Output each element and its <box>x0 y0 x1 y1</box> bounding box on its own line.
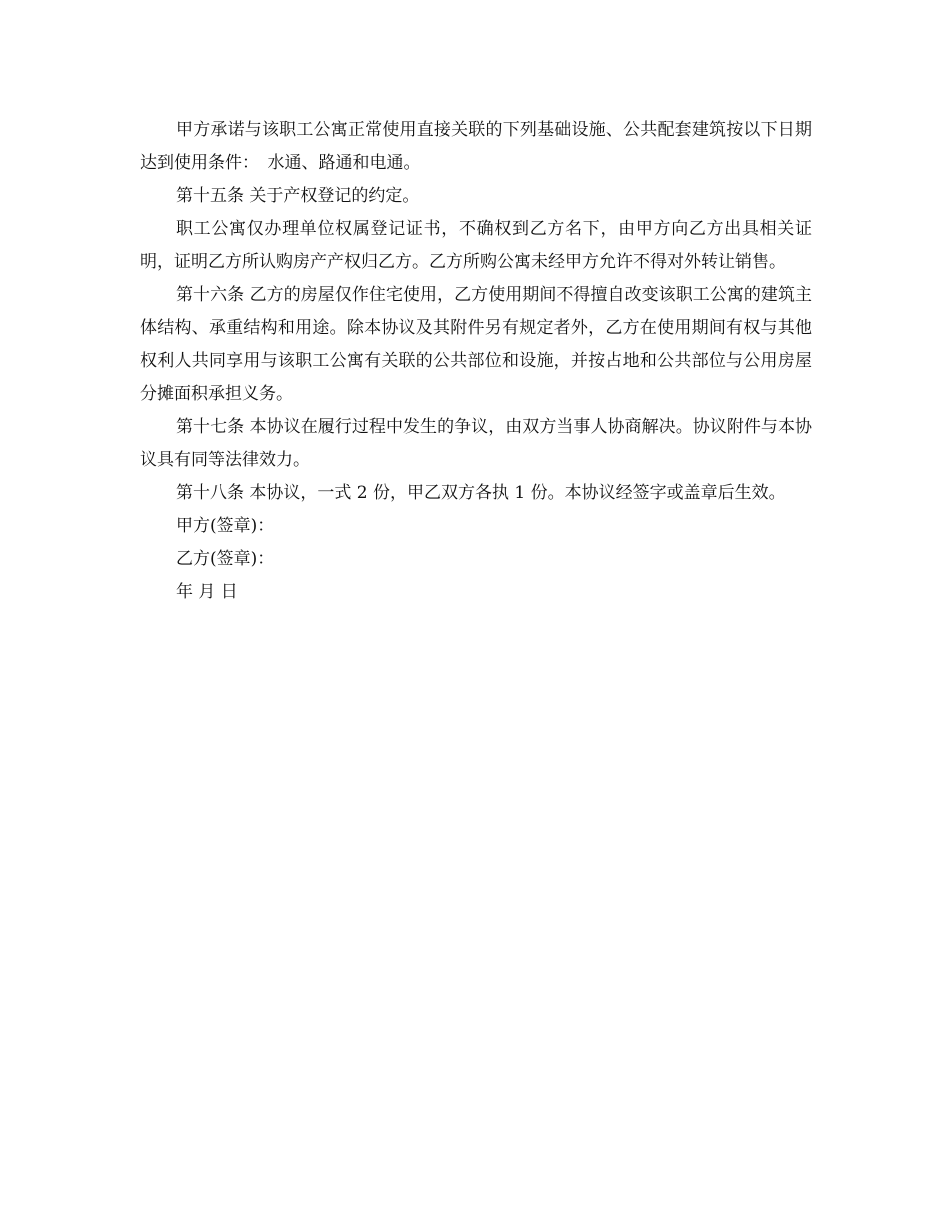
article-15-heading: 第十五条 关于产权登记的约定。 <box>176 186 420 206</box>
date-line: 年 月 日 <box>176 582 238 602</box>
party-b-signature-line: 乙方(签章)： <box>176 549 275 569</box>
document-body <box>140 114 812 609</box>
party-a-signature-line: 甲方(签章)： <box>176 516 275 536</box>
article-18-paragraph: 第十八条 本协议，一式 2 份，甲乙双方各执 1 份。本协议经签字或盖章后生效。 <box>176 483 786 503</box>
paragraph-infrastructure: 甲方承诺与该职工公寓正常使用直接关联的下列基础设施、公共配套建筑按以下日期达到使用条件： 水通、路通和电通。 <box>140 120 812 173</box>
article-16-paragraph: 第十六条 乙方的房屋仅作住宅使用，乙方使用期间不得擅自改变该职工公寓的建筑主体结构、承重结构和用途。除本协议及其附件另有规定者外，乙方在使用期间有权与其他权利人共同享用与该职工公寓有关联的公共部位和设施，并按占地和公共部位与公用房屋分摊面积承担义务。 <box>140 285 812 404</box>
paragraph-property-registration: 职工公寓仅办理单位权属登记证书，不确权到乙方名下，由甲方向乙方出具相关证明，证明乙方所认购房产产权归乙方。乙方所购公寓未经甲方允许不得对外转让销售。 <box>140 219 812 272</box>
article-17-paragraph: 第十七条 本协议在履行过程中发生的争议，由双方当事人协商解决。协议附件与本协议具有同等法律效力。 <box>140 417 812 470</box>
